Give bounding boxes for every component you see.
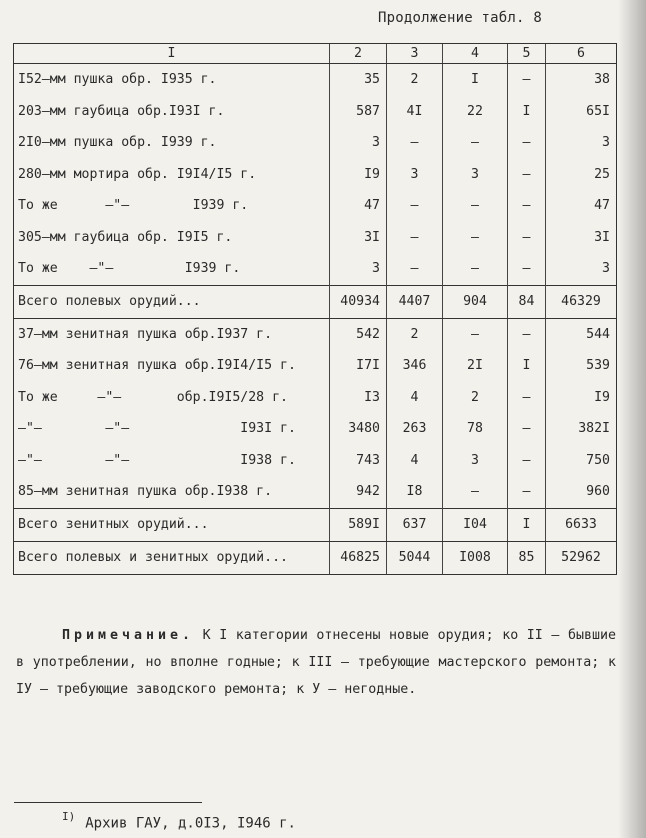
cell-col-6: 3I (546, 222, 617, 254)
cell-col-4: 3 (443, 159, 508, 191)
cell-col-2: 3480 (330, 413, 387, 445)
cell-col-6: I9 (546, 382, 617, 414)
footnote-mark: I) (62, 810, 76, 823)
row-label: –"– –"– I93I г. (14, 413, 330, 445)
cell-col-3: 4 (387, 382, 443, 414)
cell-col-4: – (443, 127, 508, 159)
cell-col-5: – (508, 413, 546, 445)
cell-col-3: 637 (387, 508, 443, 541)
cell-col-4: I008 (443, 541, 508, 574)
note-text: К I категории отнесены новые орудия; ко II – бывшие в употреблении, но вполне годные; к III – требующие мастерского ремонта; к IУ – требующие заводского ремонта; к У – негодные. (16, 628, 616, 697)
cell-col-6: 539 (546, 350, 617, 382)
cell-col-6: 382I (546, 413, 617, 445)
footnote-text: Архив ГАУ, д.0I3, I946 г. (85, 815, 296, 832)
table-row (14, 127, 617, 159)
cell-col-4: – (443, 476, 508, 508)
cell-col-3: 346 (387, 350, 443, 382)
table-row (14, 413, 617, 445)
cell-col-5: – (508, 190, 546, 222)
aa-guns-section (14, 318, 617, 508)
page-edge-shadow (618, 0, 646, 838)
cell-col-3: 4I (387, 96, 443, 128)
row-label: 280–мм мортира обр. I9I4/I5 г. (14, 159, 330, 191)
cell-col-4: 2I (443, 350, 508, 382)
cell-col-2: I9 (330, 159, 387, 191)
table-header-row (14, 44, 617, 64)
header-col-3: 3 (387, 44, 443, 64)
cell-col-5: – (508, 318, 546, 350)
cell-col-3: – (387, 222, 443, 254)
cell-col-3: 2 (387, 64, 443, 96)
cell-col-2: I3 (330, 382, 387, 414)
header-col-5: 5 (508, 44, 546, 64)
row-label: 2I0–мм пушка обр. I939 г. (14, 127, 330, 159)
cell-col-5: – (508, 253, 546, 285)
table-note (16, 622, 616, 703)
cell-col-2: 35 (330, 64, 387, 96)
cell-col-3: 4 (387, 445, 443, 477)
field-guns-section (14, 64, 617, 286)
cell-col-5: I (508, 508, 546, 541)
cell-col-3: 263 (387, 413, 443, 445)
field-total-row (14, 285, 617, 318)
row-label: 85–мм зенитная пушка обр.I938 г. (14, 476, 330, 508)
table-row (14, 64, 617, 96)
row-label: –"– –"– I938 г. (14, 445, 330, 477)
cell-col-5: – (508, 64, 546, 96)
cell-col-4: – (443, 253, 508, 285)
row-label: Всего полевых и зенитных орудий... (14, 541, 330, 574)
cell-col-3: 4407 (387, 285, 443, 318)
cell-col-2: 3 (330, 127, 387, 159)
cell-col-4: – (443, 318, 508, 350)
note-lead: Примечание. (62, 628, 195, 643)
cell-col-4: 78 (443, 413, 508, 445)
cell-col-6: 3 (546, 127, 617, 159)
row-label: 203–мм гаубица обр.I93I г. (14, 96, 330, 128)
cell-col-5: – (508, 382, 546, 414)
cell-col-6: 960 (546, 476, 617, 508)
cell-col-4: I (443, 64, 508, 96)
cell-col-2: 40934 (330, 285, 387, 318)
row-label: Всего полевых орудий... (14, 285, 330, 318)
row-label: 76–мм зенитная пушка обр.I9I4/I5 г. (14, 350, 330, 382)
table-row (14, 96, 617, 128)
header-col-6: 6 (546, 44, 617, 64)
cell-col-2: 589I (330, 508, 387, 541)
cell-col-2: I7I (330, 350, 387, 382)
aa-total-row (14, 508, 617, 541)
cell-col-3: I8 (387, 476, 443, 508)
cell-col-5: – (508, 159, 546, 191)
table-continuation-caption: Продолжение табл. 8 (378, 10, 542, 26)
footnote (62, 812, 296, 832)
cell-col-4: 904 (443, 285, 508, 318)
cell-col-5: I (508, 350, 546, 382)
table-row (14, 318, 617, 350)
table-row (14, 350, 617, 382)
cell-col-3: – (387, 253, 443, 285)
cell-col-4: 2 (443, 382, 508, 414)
cell-col-5: 85 (508, 541, 546, 574)
row-label: I52–мм пушка обр. I935 г. (14, 64, 330, 96)
cell-col-5: – (508, 127, 546, 159)
cell-col-3: 2 (387, 318, 443, 350)
cell-col-4: 22 (443, 96, 508, 128)
cell-col-6: 6633 (546, 508, 617, 541)
cell-col-5: – (508, 476, 546, 508)
cell-col-6: 47 (546, 190, 617, 222)
cell-col-2: 942 (330, 476, 387, 508)
cell-col-4: 3 (443, 445, 508, 477)
cell-col-4: – (443, 190, 508, 222)
cell-col-4: – (443, 222, 508, 254)
table-row (14, 159, 617, 191)
cell-col-2: 46825 (330, 541, 387, 574)
cell-col-6: 750 (546, 445, 617, 477)
row-label: То же –"– I939 г. (14, 190, 330, 222)
row-label: Всего зенитных орудий... (14, 508, 330, 541)
table-row (14, 190, 617, 222)
cell-col-6: 25 (546, 159, 617, 191)
cell-col-6: 52962 (546, 541, 617, 574)
cell-col-5: – (508, 222, 546, 254)
header-col-4: 4 (443, 44, 508, 64)
cell-col-6: 3 (546, 253, 617, 285)
cell-col-2: 542 (330, 318, 387, 350)
cell-col-2: 47 (330, 190, 387, 222)
table-row (14, 476, 617, 508)
cell-col-3: – (387, 190, 443, 222)
cell-col-4: I04 (443, 508, 508, 541)
cell-col-2: 3 (330, 253, 387, 285)
table-row (14, 253, 617, 285)
cell-col-3: – (387, 127, 443, 159)
cell-col-6: 46329 (546, 285, 617, 318)
row-label: 305–мм гаубица обр. I9I5 г. (14, 222, 330, 254)
cell-col-2: 3I (330, 222, 387, 254)
cell-col-5: – (508, 445, 546, 477)
table-row (14, 222, 617, 254)
cell-col-2: 743 (330, 445, 387, 477)
cell-col-6: 544 (546, 318, 617, 350)
cell-col-3: 5044 (387, 541, 443, 574)
row-label: То же –"– обр.I9I5/28 г. (14, 382, 330, 414)
header-col-1: I (14, 44, 330, 64)
table-row (14, 445, 617, 477)
header-col-2: 2 (330, 44, 387, 64)
cell-col-3: 3 (387, 159, 443, 191)
cell-col-2: 587 (330, 96, 387, 128)
cell-col-6: 65I (546, 96, 617, 128)
cell-col-5: 84 (508, 285, 546, 318)
row-label: 37–мм зенитная пушка обр.I937 г. (14, 318, 330, 350)
grand-total-row (14, 541, 617, 574)
artillery-table (13, 43, 617, 575)
cell-col-5: I (508, 96, 546, 128)
table-row (14, 382, 617, 414)
footnote-rule (14, 802, 202, 803)
cell-col-6: 38 (546, 64, 617, 96)
row-label: То же –"– I939 г. (14, 253, 330, 285)
